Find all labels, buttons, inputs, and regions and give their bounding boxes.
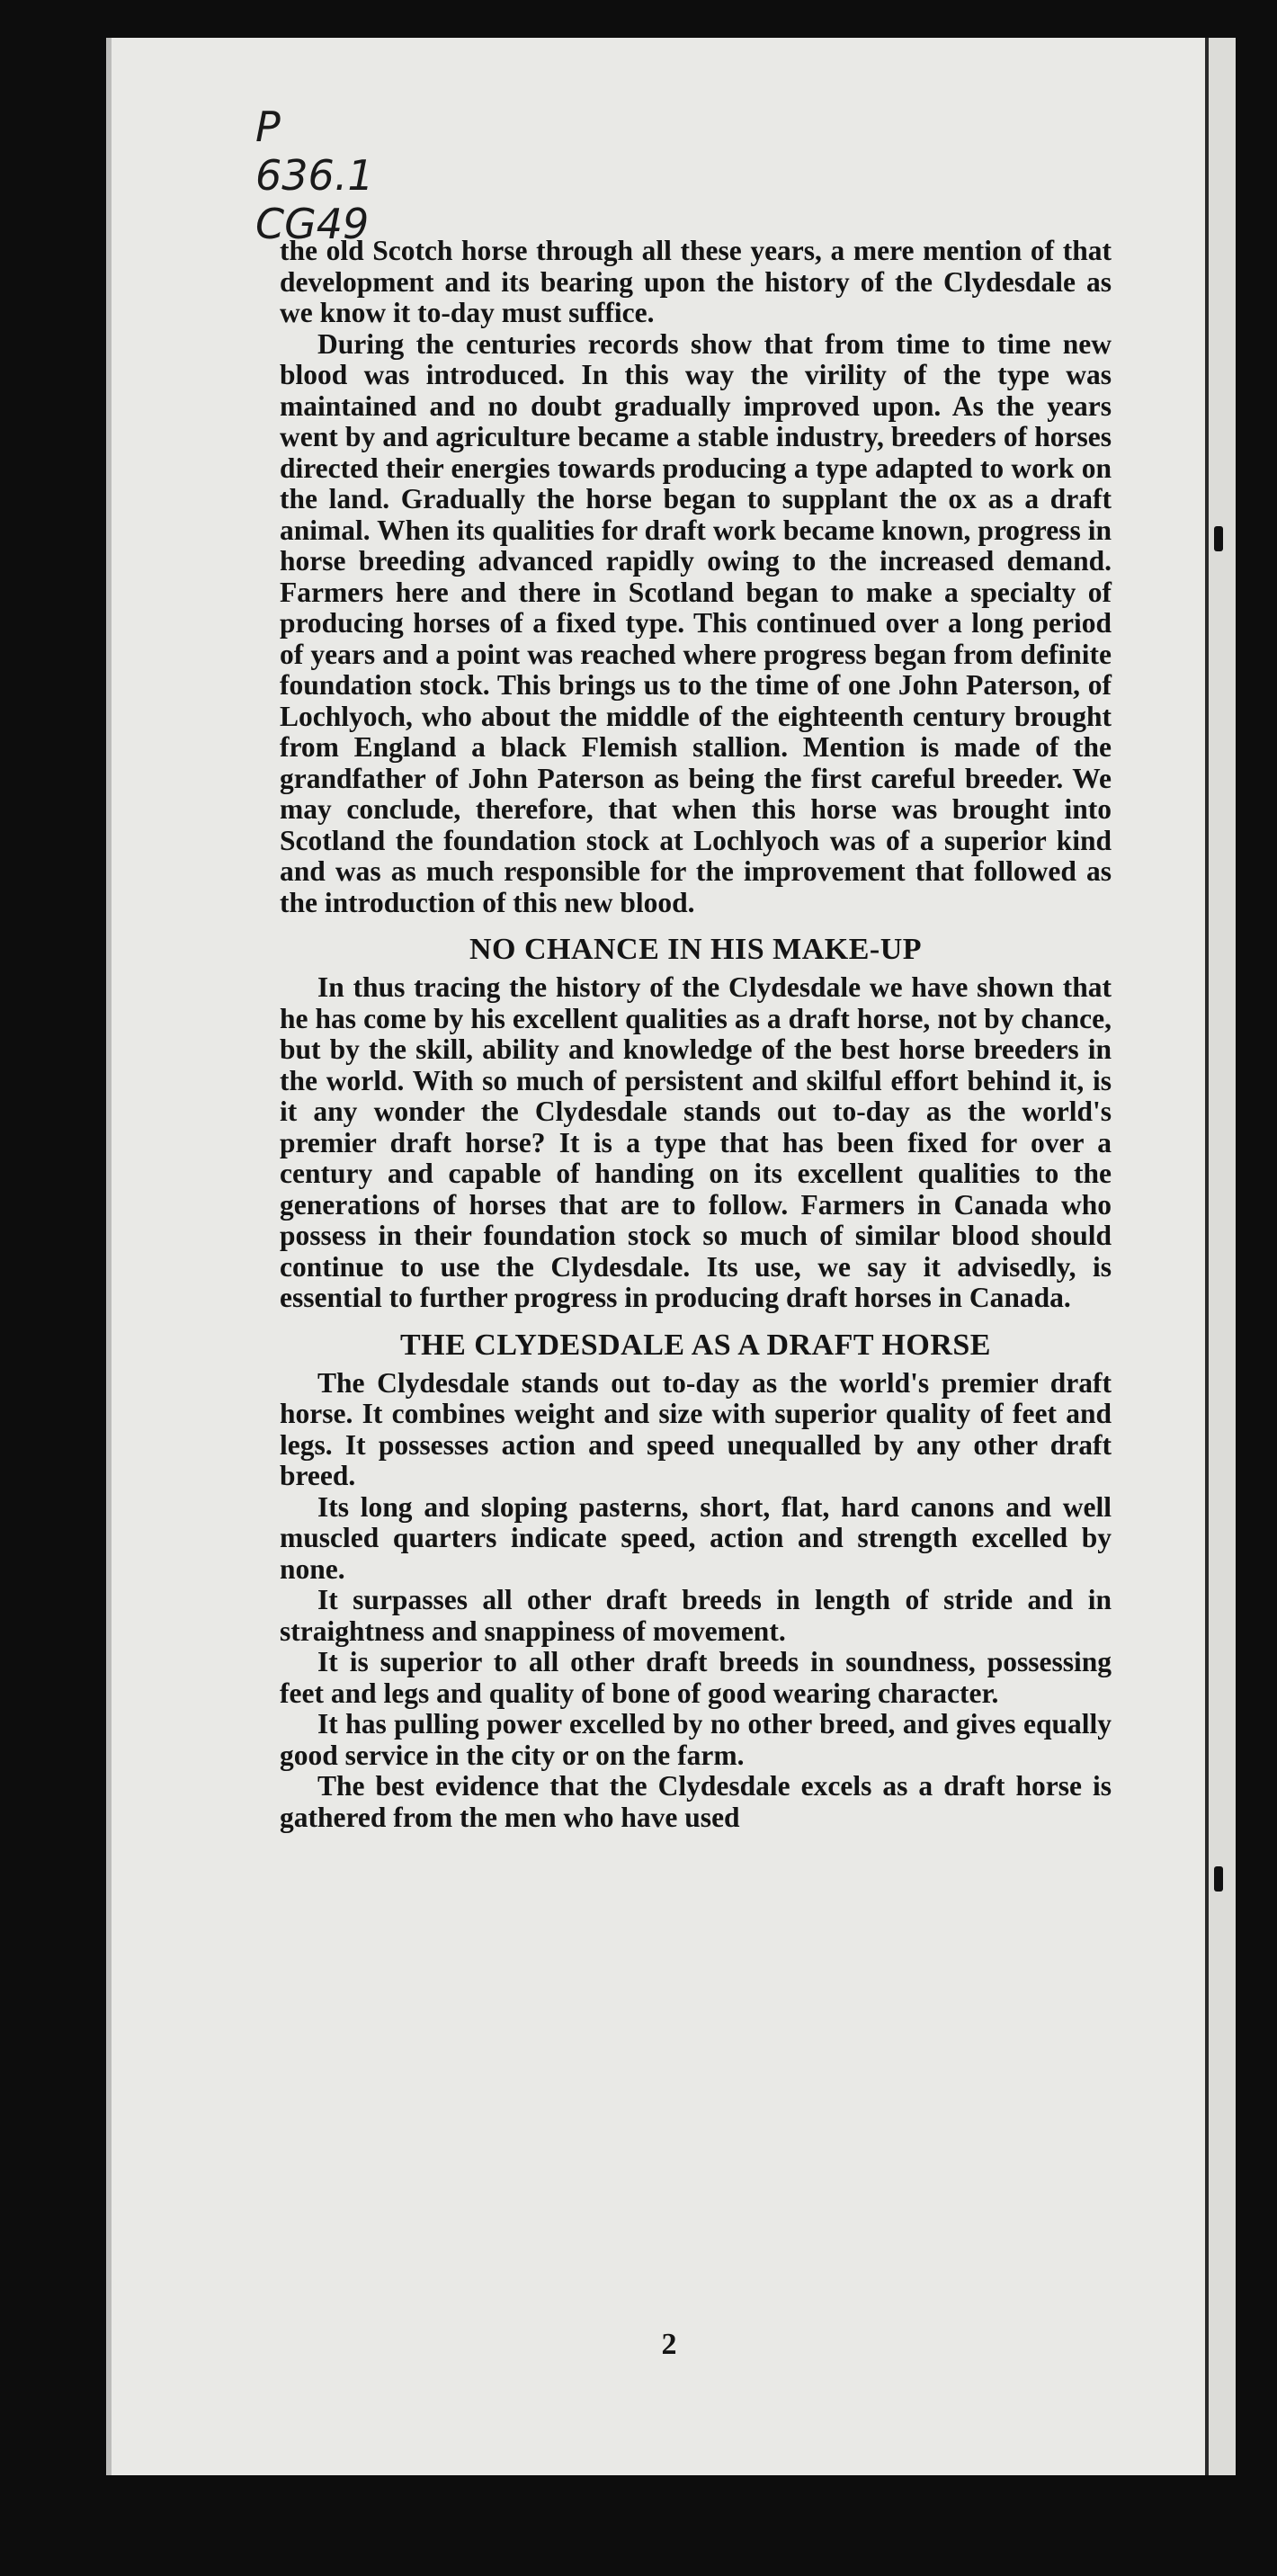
section-1-paragraph-1: In thus tracing the history of the Clydesdale we have shown that he has come by his excellent qualities as a draft horse, not by chance, but by the skill, ability and knowledge of the best horse breeders in the world. With so much of persistent and skilful effort behind it, is it any wonder the Clydesdale stands out to-day as the world's premier draft horse? It is a type that has been fixed for over a century and capable of handing on its excellent qualities to the generations of horses that are to follow. Farmers in Canada who possess in their foundation stock so much of similar blood should continue to use the Clydesdale. Its use, we say it advisedly, is essential to further progress in producing draft horses in Canada. [280, 971, 1112, 1313]
adjacent-page-edge [1205, 38, 1236, 2475]
section-2-paragraph-4: It is superior to all other draft breeds in soundness, possessing feet and legs and quality of bone of good wearing character. [280, 1646, 1112, 1709]
binding-mark [1214, 1866, 1223, 1892]
section-heading-draft-horse: THE CLYDESDALE AS A DRAFT HORSE [400, 1328, 991, 1362]
section-2-paragraph-5: It has pulling power excelled by no other breed, and gives equally good service in the city or on the farm. [280, 1708, 1112, 1771]
intro-paragraph-1: the old Scotch horse through all these years, a mere mention of that development and its bearing upon the history of the Clydesdale as we know it to-day must suffice. [280, 235, 1112, 328]
binding-mark [1214, 526, 1223, 551]
section-2-paragraph-6: The best evidence that the Clydesdale excels as a draft horse is gathered from the men who have used [280, 1770, 1112, 1833]
section-heading-no-chance: NO CHANCE IN HIS MAKE-UP [469, 933, 923, 966]
section-2-paragraph-3: It surpasses all other draft breeds in length of stride and in straightness and snappiness of movement. [280, 1584, 1112, 1647]
section-2-paragraph-1: The Clydesdale stands out to-day as the world's premier draft horse. It combines weight and size with superior quality of feet and legs. It possesses action and speed unequalled by any other draft breed. [280, 1366, 1112, 1491]
document-page [106, 38, 1227, 2475]
body-text [280, 236, 1112, 1833]
page-number: 2 [661, 2328, 677, 2361]
intro-paragraph-2: During the centuries records show that from time to time new blood was introduced. In this way the virility of the type was maintained and no doubt gradually improved upon. As the years went by and agriculture became a stable industry, breeders of horses directed their energies towards producing a type adapted to work on the land. Gradually the horse began to supplant the ox as a draft animal. When its qualities for draft work became known, progress in horse breeding advanced rapidly owing to the increased demand. Farmers here and there in Scotland began to make a specialty of producing horses of a fixed type. This continued over a long period of years and a point was reached where progress began from definite foundation stock. This brings us to the time of one John Paterson, of Lochlyoch, who about the middle of the eighteenth century brought from England a black Flemish stallion. Mention is made of the grandfather of John Paterson as being the first careful breeder. We may conclude, therefore, that when this horse was brought into Scotland the foundation stock at Lochlyoch was of a superior kind and was as much responsible for the improvement that followed as the introduction of this new blood. [280, 327, 1112, 918]
section-2-paragraph-2: Its long and sloping pasterns, short, flat, hard canons and well muscled quarters indicate speed, action and strength excelled by none. [280, 1490, 1112, 1585]
handwritten-catalog-note: P 636.1 CG49 [255, 103, 374, 248]
